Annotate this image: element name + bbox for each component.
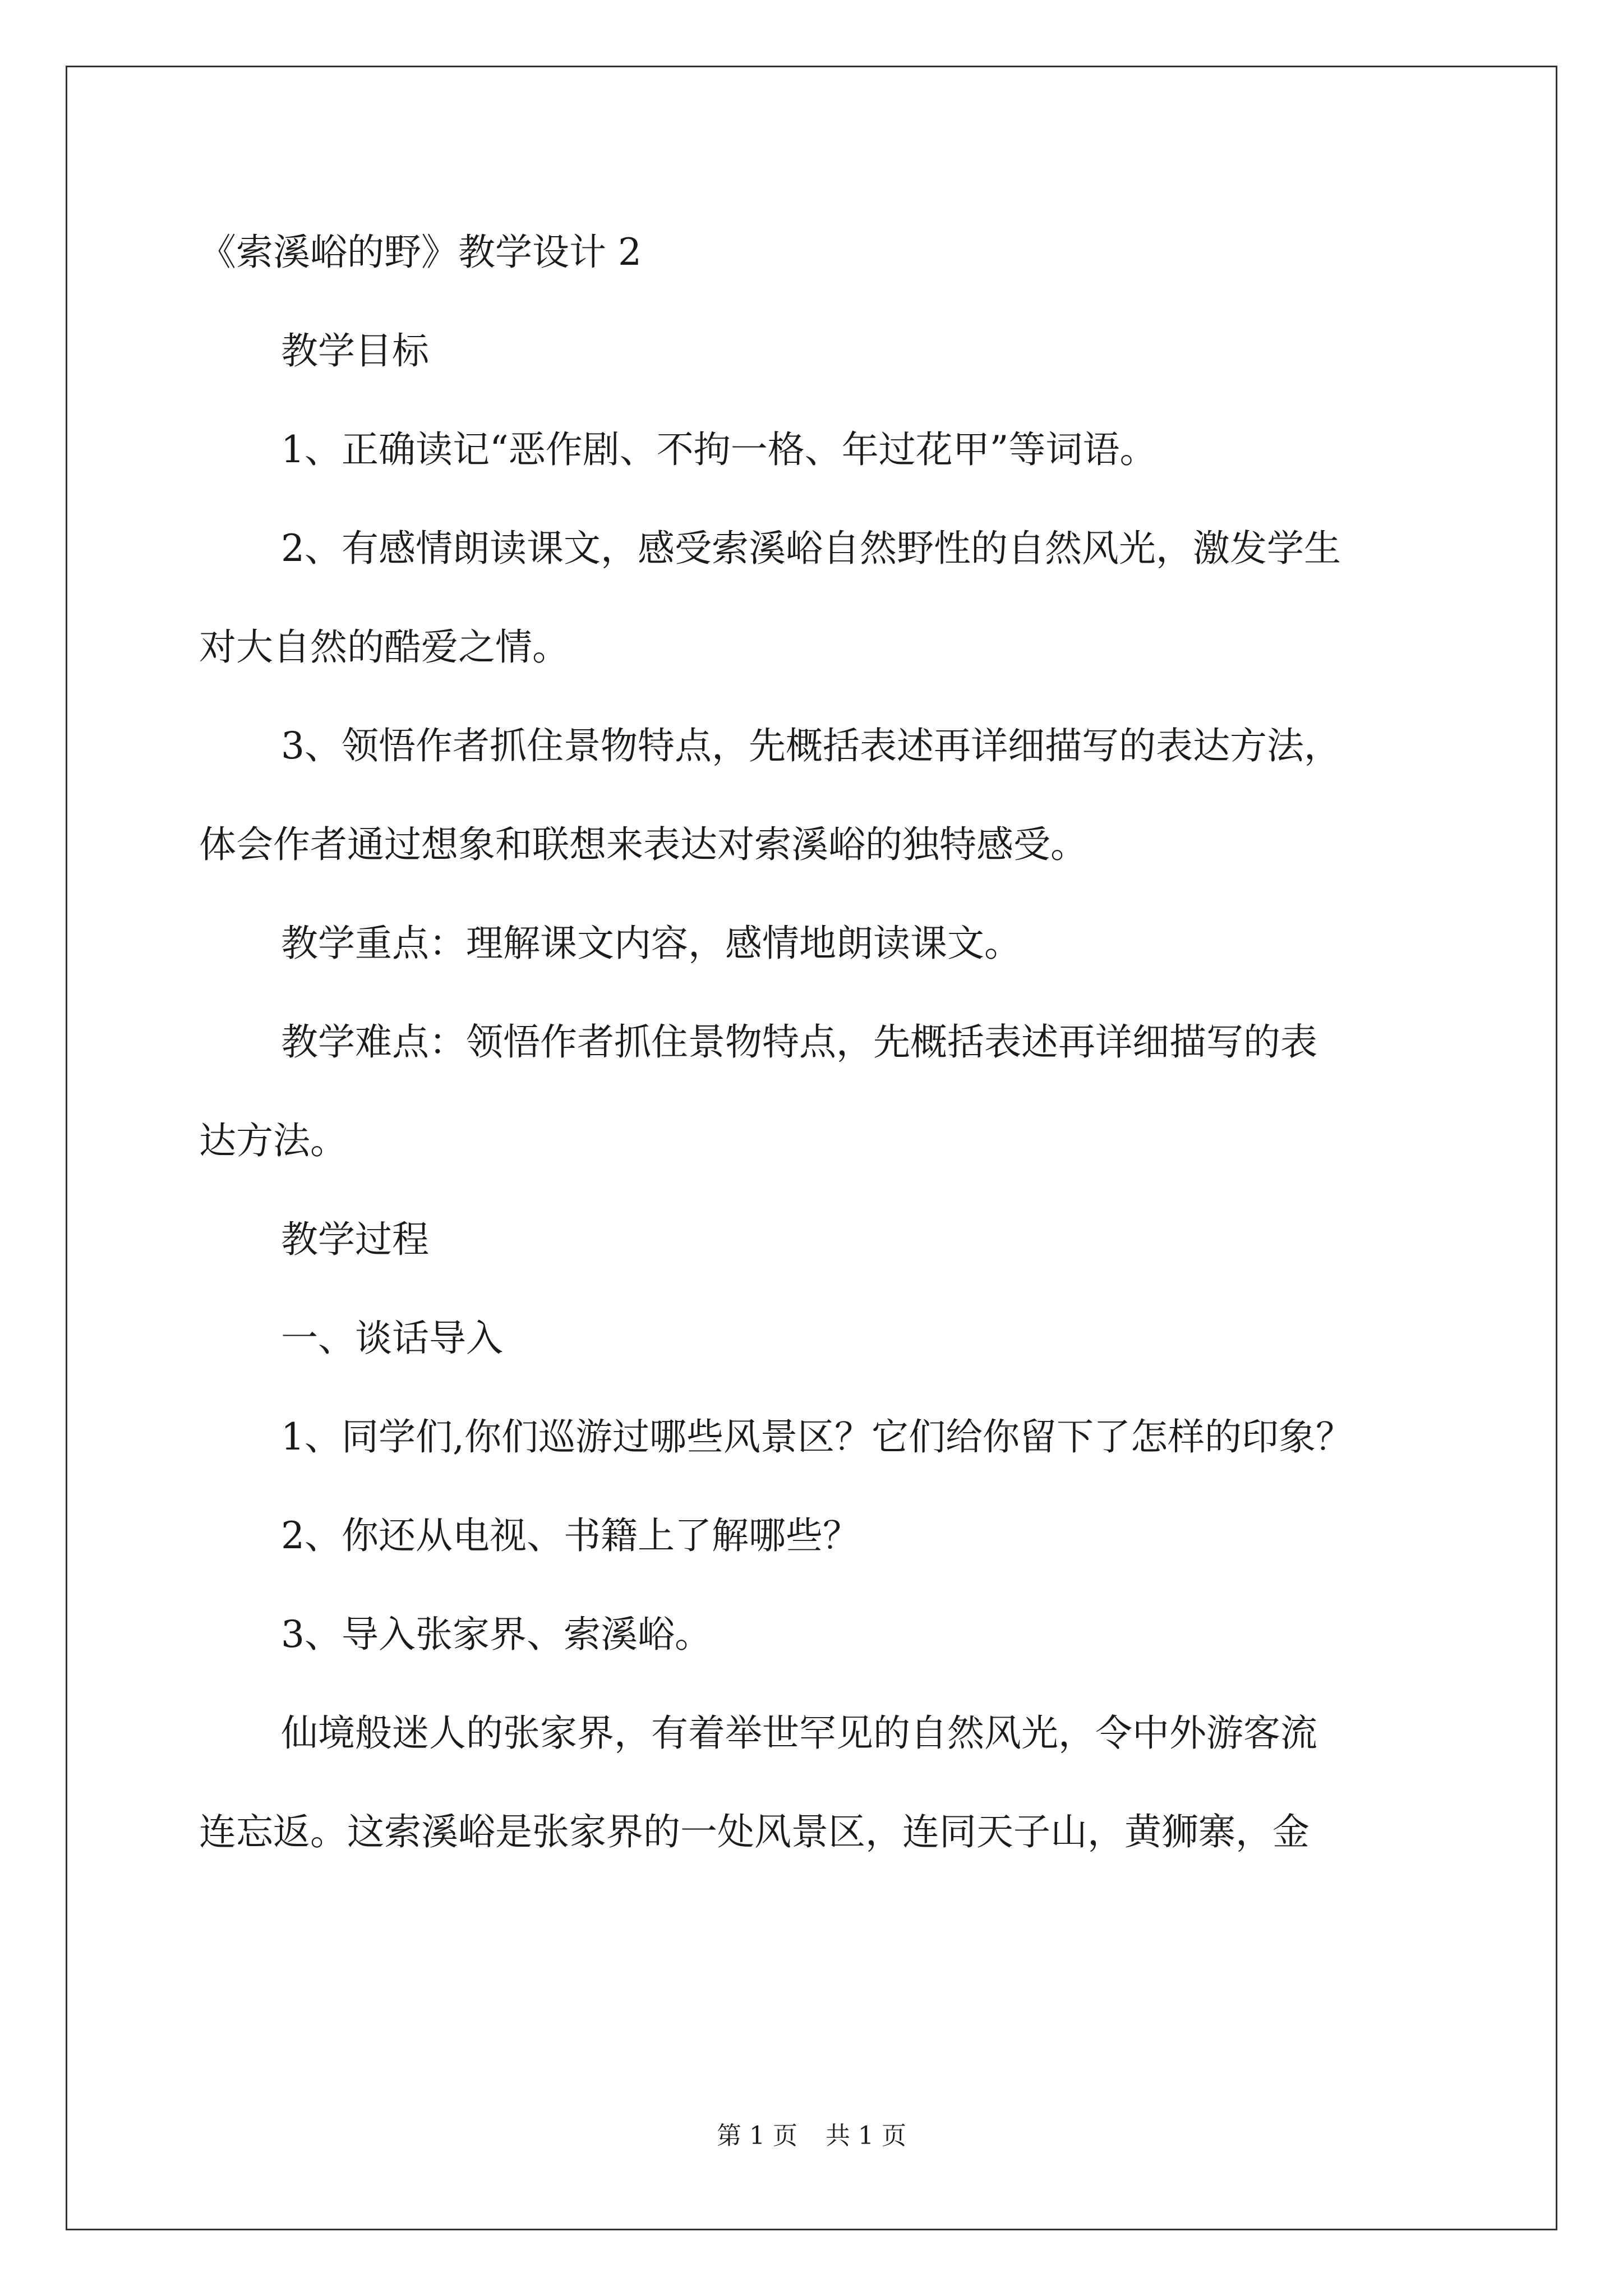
paragraph-line: 教学过程 [281,1218,429,1261]
paragraph-line: 教学重点：理解课文内容，感情地朗读课文。 [281,922,1021,965]
paragraph-line: 对大自然的酷爱之情。 [199,625,569,669]
paragraph-line: 一、谈话导入 [281,1317,503,1360]
page-footer [0,2120,1623,2152]
paragraph-line: 达方法。 [199,1119,347,1162]
paragraph-line: 教学目标 [281,329,429,372]
paragraph-line: 体会作者通过想象和联想来表达对索溪峪的独特感受。 [199,823,1087,866]
paragraph-line: 3、导入张家界、索溪峪。 [281,1613,712,1656]
paragraph-line: 连忘返。这索溪峪是张家界的一处风景区，连同天子山，黄狮寨，金 [199,1810,1310,1853]
page-number-total: 共 1 页 [826,2122,906,2150]
paragraph-line: 1、同学们,你们巡游过哪些风景区？它们给你留下了怎样的印象？ [281,1415,1353,1458]
paragraph-line: 2、有感情朗读课文，感受索溪峪自然野性的自然风光，激发学生 [281,527,1341,570]
paragraph-line: 2、你还从电视、书籍上了解哪些？ [281,1514,860,1557]
paragraph-line: 仙境般迷人的张家界，有着举世罕见的自然风光，令中外游客流 [281,1711,1317,1755]
page-number-current: 第 1 页 [717,2122,797,2150]
paragraph-line: 教学难点：领悟作者抓住景物特点，先概括表述再详细描写的表 [281,1020,1317,1064]
document-title: 《索溪峪的野》教学设计 2 [199,231,642,274]
paragraph-line: 1、正确读记“恶作剧、不拘一格、年过花甲”等词语。 [281,428,1157,471]
paragraph-line: 3、领悟作者抓住景物特点，先概括表述再详细描写的表达方法， [281,724,1341,767]
